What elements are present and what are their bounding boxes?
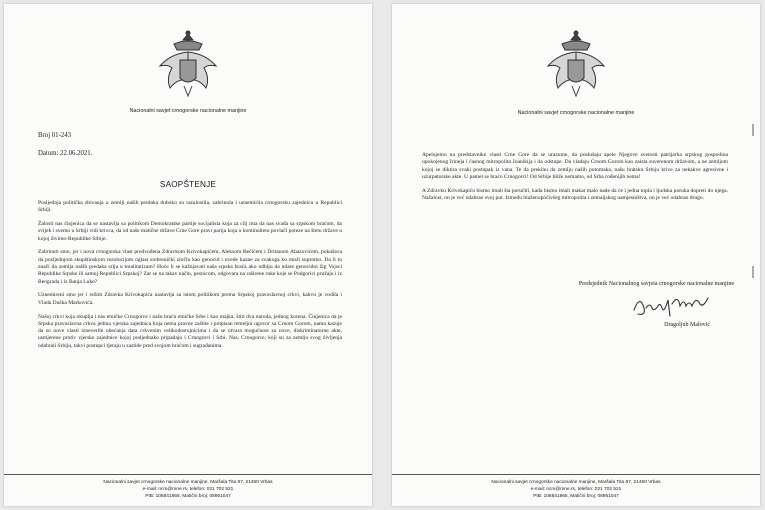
document-page-2 xyxy=(392,4,760,506)
document-date: Datum: 22.06.2021. xyxy=(38,150,93,157)
document-number: Broj 01-243 xyxy=(38,132,72,139)
footer-ids: PIB: 108841865, Matični broj: 08951047 xyxy=(145,494,231,499)
page-footer xyxy=(4,474,372,500)
body-paragraph: Žalosti nas činjenica da se nastavlja sa politikom Demokratske partije socijalista koja za cilj ima da nas svađa sa srpskom braćom, da svijek i svemu u Srbiji vidi krivca, da od naše matične države Crne Gore pravi parija koja u kontinuitetu povlači poteze na štetu države u kojoj živimo-Republike Srbije. xyxy=(38,221,342,242)
montenegrin-crest-emblem xyxy=(156,30,220,100)
montenegrin-crest-emblem xyxy=(544,30,608,100)
footer-ids: PIB: 108841865, Matični broj: 08951047 xyxy=(533,494,619,499)
signatory-name: Dragoljub Malović xyxy=(664,322,710,328)
document-body xyxy=(422,152,728,209)
body-paragraph: Posljednja politička zbivanja u zemlji naših predaka duboko su razalostila, zabrinula i uznemirila crnogorsku zajednicu u Republici Srbiji. xyxy=(38,200,342,214)
body-paragraph: Našoj crkvi koja okuplja i nas etničke Crnogorce i našu braću etničke Srbe i kao majka, štiti dva naroda, jednog korena. Činjenica da je Srpska pravoslavna crkva jedina vjerska zajednica koja nema pravne zaštite i potpisan temeljni ugovor sa Crnom Gorom, nama kazuje da su nove vlasti izneverile obećanja data crkvenim velikodostojnicima i da se otvara mogućnost za nove, diskriminatorne akte, usmjerene protiv vjerske zajednice kojoj podjednako pripadaju i Crnogorci i Srbi. Nas, Crnogorce, koji su za zemlju svog življenja odabrali Srbiju, takvi postupci tjeraju u zastide pred svojom braćom i sugrađanima. xyxy=(38,313,342,349)
document-body xyxy=(38,200,342,357)
footer-address: Nacionalni savjet crnogorske nacionalne manjine, Maršala Tita 87, 21460 Vrbas xyxy=(103,480,273,485)
body-paragraph: A Zdravku Krivokapiću bismo imali šta poručiti, kada bismo imali makar malo nade da će i jedna topla i ljudska poruka dopreti do njega. Nažalost, on je već odabrao svoj put. Između blaženopočivšeg mitropolita i zemaljskog namjesništva, on je već odabrao drugo. xyxy=(422,187,728,201)
footer-contact: e-mail: ncm@mne.rs, telefon: 021 702 521 xyxy=(530,487,622,492)
body-paragraph: Uznemireni smo jer i režim Zdravka Krivokapića nastavlja sa istom politikom prema Srpskoj pravoslavnoj crkvi, kakvu je vodila i Vlada Duška Markovića. xyxy=(38,292,342,306)
document-title: SAOPŠTENJE xyxy=(159,180,217,189)
document-page-1 xyxy=(4,4,372,506)
page-footer xyxy=(392,474,760,500)
margin-mark xyxy=(752,266,754,278)
body-paragraph: Apelujemo na predstavnike vlasti Crne Gore da se urazume, da poslušaju apele Njegove svetosti patrijarha srpskog gospodina upokojenog Irineja i časnog mitropolita Joanikija i da odstupe. Da vladaju Crnom Gorom kao zaista suverenom državom, a ne zemljom kojoj se diktira svaki postupak iz vana. Te da prekinu da zemlju naših potomaka, našu bratsku Srbiju krive za nekakve agresivne i uzurpatorske akte. U pamet se braćo Crnogorci! Od Srbije bliže nemamo, od Srba rođenijih nema! xyxy=(422,152,728,180)
council-name-header: Nacionalni savjet crnogorske nacionalne manjine xyxy=(129,108,247,114)
body-paragraph: Zabrinuti smo, jer i nova crnogorska vlast predvođena Zdravkom Krivokapićem, Aleksom Bečićem i Dritanom Abazovićem, pokušava da posljednjom skupštinskom rezolucijom oglasi srebrenički zločin kao genocid i uvede kazne za svakoga ko misli suprotno. Da li to znači da zemlja naših predaka srlja u totalitarizam? Hoće li se kažnjavati naša srpska braća ako odbiju da udare genocidni žig Vojsci Republike Srpske ili samoj Republici Srpskoj? Zar se na takav način, pesnicom, odgovara na raširene ruke koje se Podgorici pružaju i iz Beograda i iz Banja Luke? xyxy=(38,249,342,285)
handwritten-signature xyxy=(628,288,724,322)
signatory-role: Predsjednik Nacionalnog savjeta crnogorske nacionalne manjine xyxy=(578,281,734,287)
council-name-header: Nacionalni savjet crnogorske nacionalne manjine xyxy=(517,110,635,116)
margin-mark xyxy=(752,124,754,136)
footer-contact: e-mail: ncm@mne.rs, telefon: 021 702 521 xyxy=(142,487,234,492)
footer-address: Nacionalni savjet crnogorske nacionalne manjine, Maršala Tita 87, 21460 Vrbas xyxy=(491,480,661,485)
